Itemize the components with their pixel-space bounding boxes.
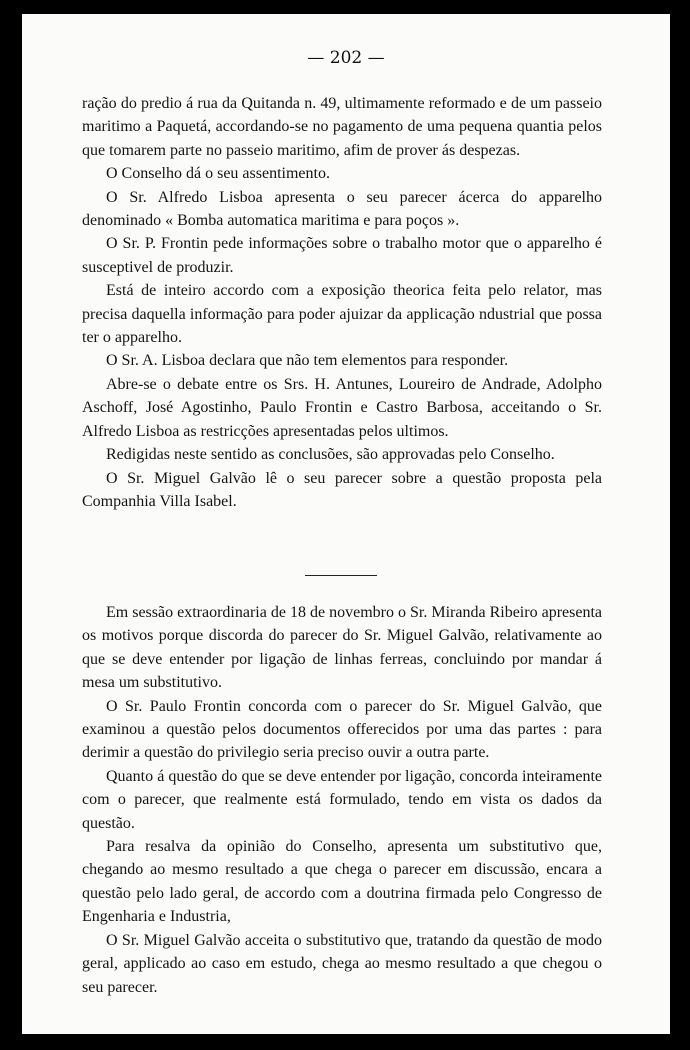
paragraph: O Sr. Miguel Galvão lê o seu parecer sobre a questão proposta pela Companhia Villa Isabel. bbox=[82, 469, 602, 510]
page-number: — 202 — bbox=[307, 48, 385, 68]
paragraph: O Sr. A. Lisboa declara que não tem elementos para responder. bbox=[106, 352, 509, 370]
paragraph: O Sr. Alfredo Lisboa apresenta o seu parecer ácerca do apparelho denominado « Bomba automatica maritima e para poços ». bbox=[82, 188, 602, 230]
paragraph: O Sr. Miguel Galvão acceita o substitutivo que, tratando da questão de modo geral, applicado ao caso em estudo, chega ao mesmo resultado a que chegou o seu parecer. bbox=[82, 931, 602, 996]
document-page bbox=[22, 14, 670, 1034]
section-divider bbox=[305, 575, 377, 576]
paragraph: Abre-se o debate entre os Srs. H. Antunes, Loureiro de Andrade, Adolpho Aschoff, José Agostinho, Paulo Frontin e Castro Barbosa, acceitando o Sr. Alfredo Lisboa as restricções apresentadas pelos ultimos. bbox=[82, 375, 602, 440]
paragraph: O Sr. P. Frontin pede informações sobre o trabalho motor que o apparelho é susceptivel de produzir. bbox=[82, 235, 602, 276]
paragraph: Quanto á questão do que se deve entender por ligação, concorda inteiramente com o parecer, que realmente está formulado, tendo em vista os dados da questão. bbox=[82, 767, 602, 832]
section-1 bbox=[82, 92, 602, 513]
paragraph: Em sessão extraordinaria de 18 de novembro o Sr. Miranda Ribeiro apresenta os motivos porque discorda do parecer do Sr. Miguel Galvão, relativamente ao que se deve entender por ligação de linhas ferreas, concluindo por mandar á mesa um substitutivo. bbox=[82, 604, 602, 692]
paragraph: Redigidas neste sentido as conclusões, são approvadas pelo Conselho. bbox=[106, 446, 555, 464]
paragraph: Está de inteiro accordo com a exposição theorica feita pelo relator, mas precisa daquella informação para poder ajuizar da applicação ndustrial que possa ter o apparelho. bbox=[82, 282, 602, 347]
paragraph: O Sr. Paulo Frontin concorda com o parecer do Sr. Miguel Galvão, que examinou a questão pelos documentos offerecidos por uma das partes : para derimir a questão do privilegio seria preciso ouvir a outra parte. bbox=[82, 697, 602, 762]
paragraph: O Conselho dá o seu assentimento. bbox=[106, 165, 330, 183]
paragraph: ração do predio á rua da Quitanda n. 49, ultimamente reformado e de um passeio maritimo a Paquetá, accordando-se no pagamento de uma pequena quantia pelos que tomarem parte no passeio maritimo, afim de prover ás despezas. bbox=[82, 95, 602, 159]
section-2 bbox=[82, 601, 602, 999]
paragraph: Para resalva da opinião do Conselho, apresenta um substitutivo que, chegando ao mesmo resultado a que chega o parecer em discussão, encara a questão pelo lado geral, de accordo com a doutrina firmada pelo Congresso de Engenharia e Industria, bbox=[82, 838, 602, 926]
